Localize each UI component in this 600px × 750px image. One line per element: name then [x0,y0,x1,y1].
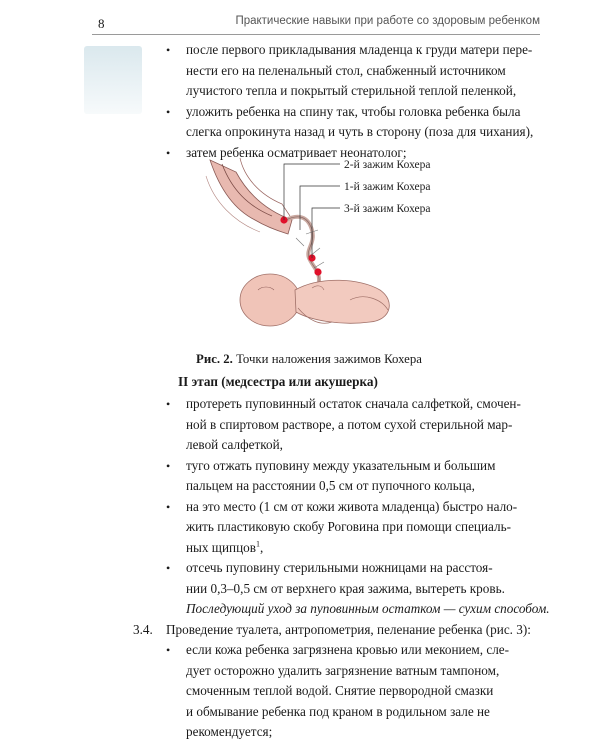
label-clamp-3: 3-й зажим Кохера [344,203,431,215]
label-clamp-2: 2-й зажим Кохера [344,159,431,171]
body-line: жить пластиковую скобу Роговина при помощи специаль- [186,519,511,534]
body-line: и обмывание ребенка под краном в родильном зале не [186,703,490,719]
bleed-through-mark [84,46,142,114]
mother-anatomy [206,158,292,234]
body-line: смоченным теплой водой. Снятие первородной смазки [186,683,494,698]
body-line: если кожа ребенка загрязнена кровью или меконием, сле- [186,642,510,657]
leader-lines [284,164,340,258]
body-line: пальцем на расстоянии 0,5 см от пупочного кольца, [186,478,475,493]
body-line: рекомендуется; [186,724,273,739]
bullet-marker [166,394,170,415]
body-line: на это место (1 см от кожи живота младенца) быстро нало- [186,498,518,514]
caption-text: Точки наложения зажимов Кохера [232,352,422,366]
caption-prefix: Рис. 2. [196,352,233,366]
body-line: левой салфеткой, [186,437,283,452]
newborn-illustration [240,274,389,326]
body-line: дует осторожно удалить загрязнение ватным тампоном, [186,662,500,678]
bullet-marker [166,456,170,477]
body-line: нии 0,3–0,5 см от верхнего края зажима, вытереть кровь. [186,580,505,596]
bullet-marker [166,40,170,61]
section-title: Проведение туалета, антропометрия, пеленание ребенка (рис. 3): [166,621,531,637]
body-line: ной в спиртовом растворе, а потом сухой стерильной мар- [186,416,513,432]
body-line: нести его на пеленальный стол, снабженный источником [186,62,506,78]
body-line: затем ребенка осматривает неонатолог; [186,144,407,160]
body-line: после первого прикладывания младенца к груди матери пере- [186,42,533,57]
body-line: слегка опрокинута назад и чуть в сторону (поза для чихания), [186,124,534,139]
footnote-ref[interactable]: 1 [255,539,260,549]
bullet-marker [166,558,170,579]
bullet-marker [166,102,170,123]
running-header: Практические навыки при работе со здоровым ребенком [235,15,540,27]
body-line: уложить ребенка на спину так, чтобы головка ребенка была [186,103,521,119]
body-line: протереть пуповинный остаток сначала салфеткой, смочен- [186,396,521,411]
bullet-marker [166,497,170,518]
header-rule [92,34,540,35]
body-line-text: ных щипцов [186,539,256,555]
clamp-diagram [200,150,460,350]
bullet-marker [166,640,170,661]
figure-caption [196,352,422,367]
section-number: 3.4. [133,621,153,637]
italic-note: Последующий уход за пуповинным остатком — сухим способом. [186,601,550,616]
page-number: 8 [98,16,105,31]
body-line: ных щипцов$^1$, [186,539,264,555]
label-clamp-1: 1-й зажим Кохера [344,181,431,193]
body-line: отсечь пуповину стерильными ножницами на расстоя- [186,560,493,575]
umbilical-cord [286,217,324,286]
body-line: туго отжать пуповину между указательным и большим [186,457,496,473]
stage-heading: II этап (медсестра или акушерка) [178,374,378,389]
bullet-marker [166,143,170,164]
body-line: лучистого тепла и покрытый стерильной теплой пеленкой, [186,83,517,98]
